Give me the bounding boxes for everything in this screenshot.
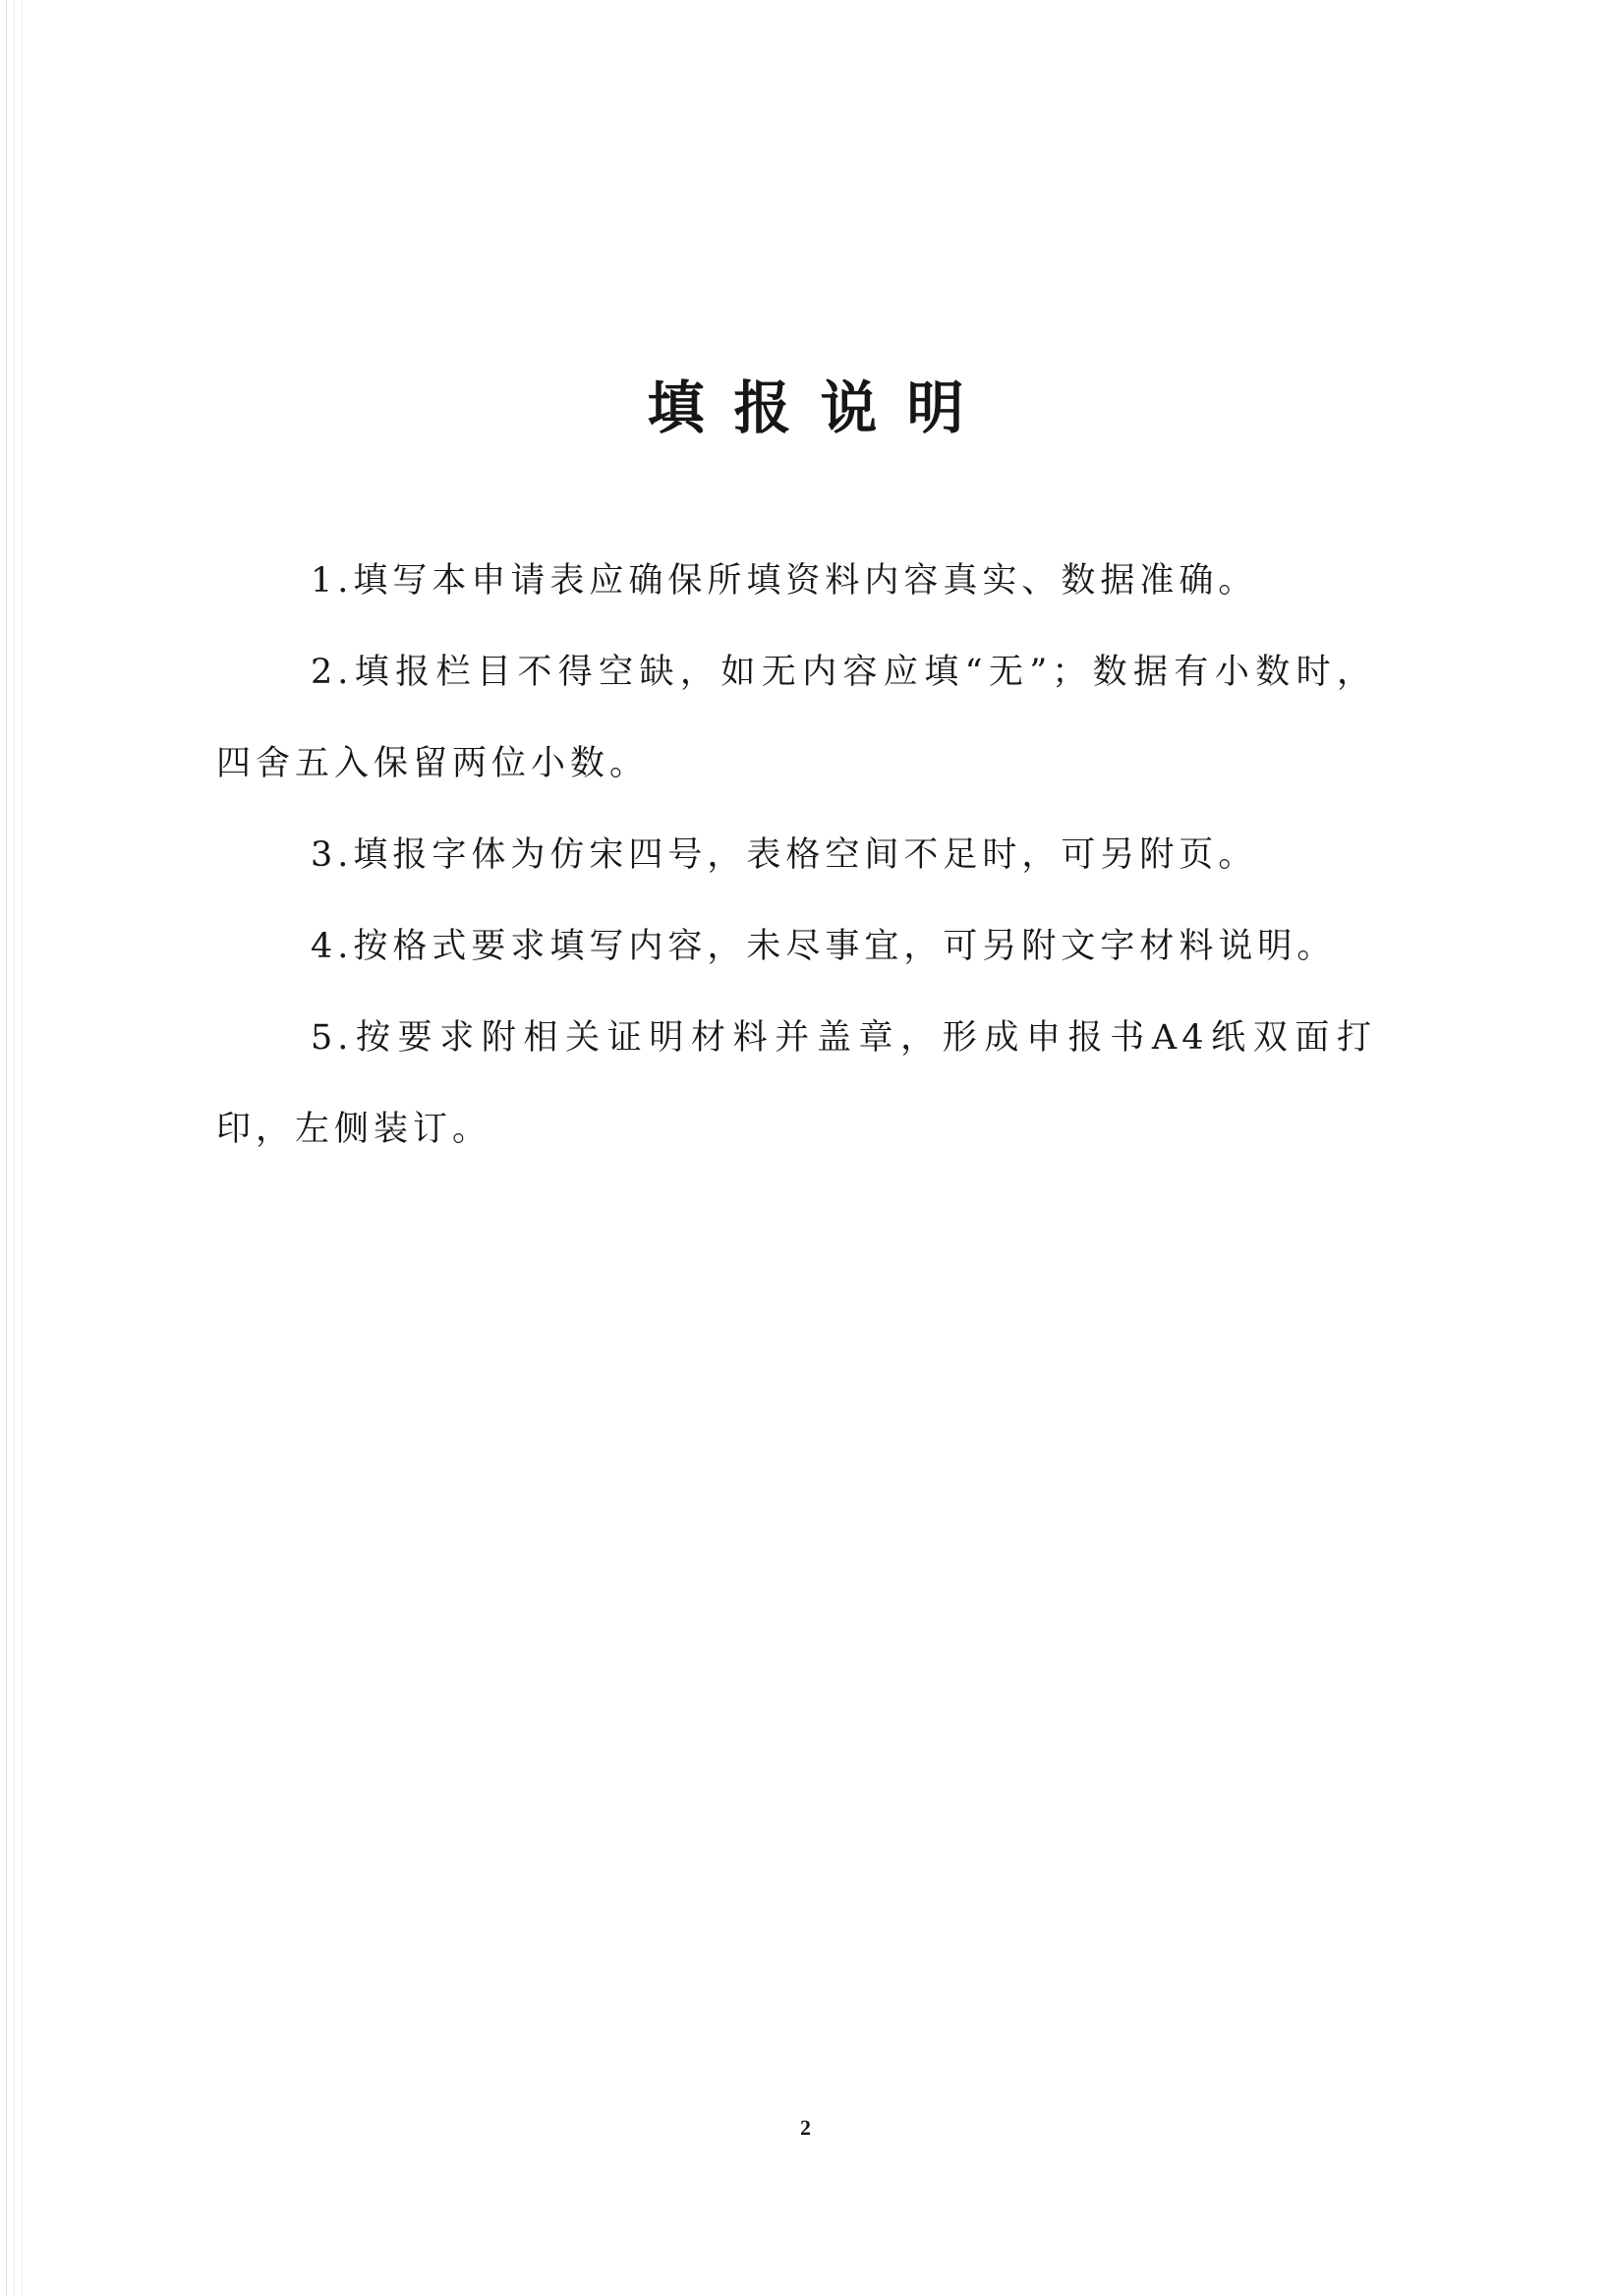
instruction-item-1: 1.填写本申请表应确保所填资料内容真实、数据准确。 bbox=[311, 561, 1258, 601]
instructions-list bbox=[216, 536, 1376, 1176]
instruction-item-4: 4.按格式要求填写内容，未尽事宜，可另附文字材料说明。 bbox=[311, 927, 1337, 966]
page-edge bbox=[14, 0, 15, 2296]
page-edge bbox=[22, 0, 23, 2296]
instruction-item-2: 2.填报栏目不得空缺，如无内容应填“无”；数据有小数时，四舍五入保留两位小数。 bbox=[216, 653, 1376, 783]
page-title: 填报说明 bbox=[647, 374, 994, 441]
page-edge bbox=[6, 0, 7, 2296]
page-number: 2 bbox=[800, 2115, 811, 2140]
instruction-item-3: 3.填报字体为仿宋四号，表格空间不足时，可另附页。 bbox=[311, 835, 1258, 875]
instruction-item-5: 5.按要求附相关证明材料并盖章，形成申报书A4纸双面打印，左侧装订。 bbox=[216, 1018, 1376, 1149]
